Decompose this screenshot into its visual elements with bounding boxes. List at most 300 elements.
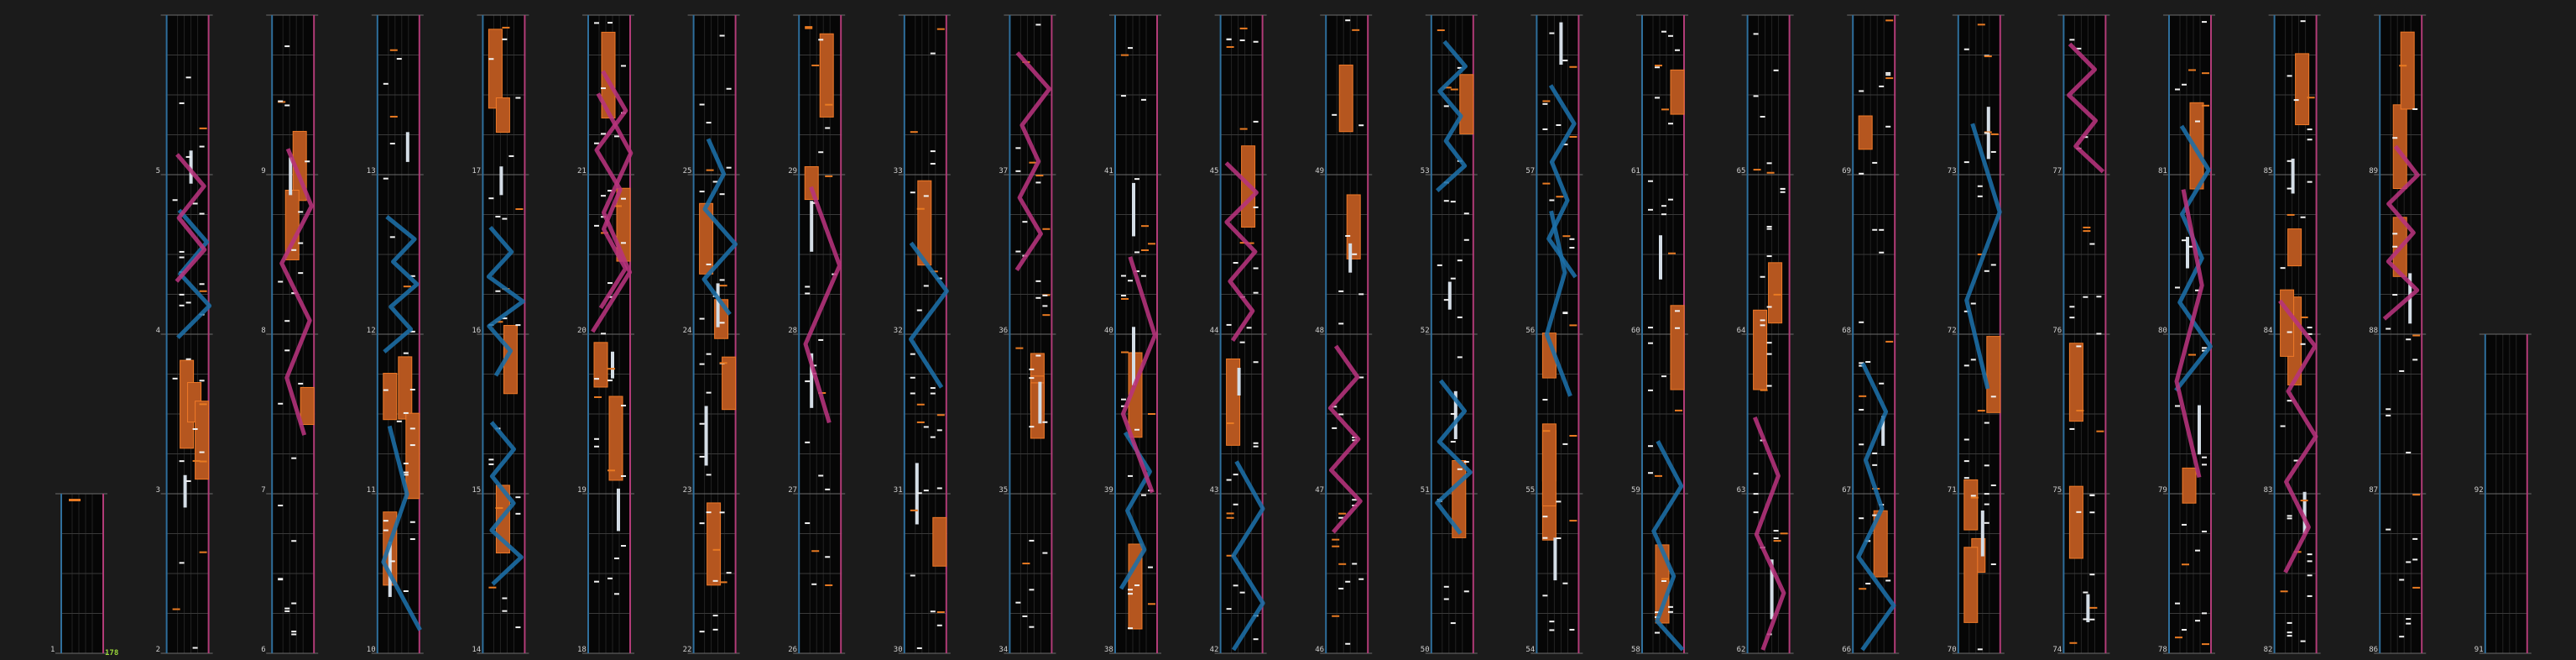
tap-note	[1549, 199, 1554, 201]
measure-number: 73	[1947, 167, 1957, 175]
tap-note	[180, 562, 185, 563]
tap-note	[1444, 598, 1449, 600]
tap-note	[931, 393, 936, 395]
tap-note	[515, 513, 520, 515]
tap-note	[931, 387, 936, 389]
tap-note	[1549, 33, 1554, 34]
measure-number: 16	[472, 327, 482, 335]
tap-note	[1227, 479, 1232, 481]
tap-note	[1978, 196, 1983, 197]
measure-number: 35	[999, 486, 1009, 495]
tap-note	[1991, 485, 1996, 486]
tap-note	[1451, 441, 1456, 443]
tap-note	[1569, 238, 1574, 240]
tap-note	[1971, 495, 1976, 496]
tap-note	[621, 242, 626, 244]
hold-note	[594, 343, 607, 387]
tap-note	[1661, 31, 1666, 33]
tap-note	[707, 264, 712, 265]
tap-note	[2202, 464, 2207, 465]
tap-note	[2392, 233, 2397, 234]
measure-number: 44	[1209, 327, 1219, 335]
measure-number: 55	[1525, 486, 1536, 495]
tap-note	[1345, 19, 1350, 21]
tap-note	[291, 603, 296, 605]
tap-note	[594, 378, 599, 380]
orange-note	[200, 291, 207, 292]
measure-number: 53	[1420, 167, 1430, 175]
tap-note	[173, 199, 178, 201]
hold-note	[2069, 343, 2083, 422]
tap-note	[594, 22, 599, 24]
tap-note	[284, 608, 289, 610]
orange-note	[1332, 615, 1339, 617]
tap-note	[720, 322, 725, 323]
tap-note	[1233, 474, 1238, 475]
measure-number: 28	[788, 327, 798, 335]
measure-number: 87	[2369, 486, 2379, 495]
tap-note	[614, 558, 619, 559]
orange-note	[193, 460, 201, 462]
hold-note	[1030, 383, 1044, 438]
measure-number: 20	[577, 327, 587, 335]
tap-note	[404, 463, 409, 464]
tap-note	[1042, 422, 1047, 423]
tap-note	[1984, 504, 1989, 505]
tap-note	[1358, 124, 1364, 126]
measure-number: 19	[577, 486, 587, 495]
tap-note	[1042, 295, 1047, 296]
tap-note	[1015, 602, 1020, 604]
tap-note	[1254, 121, 1259, 123]
orange-note	[917, 208, 925, 210]
tap-note	[1542, 537, 1547, 539]
tap-note	[1345, 235, 1350, 237]
tap-note	[2406, 618, 2411, 620]
measure-number: 9	[261, 167, 266, 175]
tap-note	[1029, 589, 1034, 590]
tap-note	[1141, 99, 1146, 101]
long-note	[2198, 406, 2201, 455]
tap-note	[193, 428, 198, 430]
long-note	[1981, 511, 1984, 557]
tap-note	[2202, 612, 2207, 614]
orange-note	[2301, 317, 2308, 318]
tap-note	[2307, 574, 2313, 576]
orange-note	[1141, 225, 1149, 227]
tap-note	[713, 629, 718, 631]
tap-note	[1457, 356, 1463, 358]
long-note	[499, 166, 503, 195]
tap-note	[601, 87, 606, 89]
tap-note	[1227, 324, 1232, 326]
tap-note	[1444, 105, 1449, 107]
tap-note	[594, 143, 599, 144]
tap-note	[1562, 60, 1567, 61]
measure-number: 64	[1736, 327, 1746, 335]
orange-note	[2202, 643, 2209, 645]
orange-note	[607, 368, 615, 369]
tap-note	[2301, 641, 2306, 642]
tap-note	[1233, 584, 1238, 586]
tap-note	[404, 353, 409, 354]
tap-note	[1885, 72, 1890, 74]
tap-note	[2412, 108, 2417, 110]
tap-note	[2406, 452, 2411, 453]
tap-note	[515, 97, 520, 99]
tap-note	[2182, 84, 2187, 86]
orange-note	[1978, 24, 1985, 25]
tap-note	[200, 213, 205, 215]
tap-note	[1879, 252, 1884, 254]
tap-note	[390, 143, 395, 144]
measure-number: 91	[2474, 646, 2484, 654]
tap-note	[2089, 244, 2094, 245]
orange-note	[200, 552, 207, 553]
measure-number: 46	[1315, 646, 1325, 654]
tap-note	[614, 135, 619, 137]
tap-note	[2089, 619, 2094, 621]
tap-note	[601, 333, 606, 334]
tap-note	[1885, 579, 1890, 581]
tap-note	[720, 511, 725, 513]
measure-number: 58	[1631, 646, 1640, 654]
tap-note	[2182, 629, 2187, 631]
tap-note	[1464, 461, 1469, 463]
measure-number: 33	[893, 167, 903, 175]
tap-note	[1648, 327, 1653, 328]
orange-note	[2412, 335, 2420, 337]
measure-number: 10	[366, 646, 376, 654]
tap-note	[2202, 347, 2207, 348]
tap-note	[1984, 422, 1989, 424]
orange-note	[917, 422, 925, 423]
tap-note	[291, 540, 296, 542]
tap-note	[1661, 213, 1666, 215]
tap-note	[2406, 561, 2411, 563]
measure-number: 2	[155, 646, 161, 654]
tap-note	[1859, 173, 1864, 175]
orange-note	[1338, 563, 1346, 565]
tap-note	[1134, 429, 1139, 431]
tap-note	[515, 626, 520, 628]
tap-note	[825, 127, 830, 128]
tap-note	[1233, 262, 1238, 264]
tap-note	[700, 191, 705, 192]
long-note	[1659, 235, 1662, 280]
measure-number: 43	[1209, 486, 1219, 495]
tap-note	[720, 34, 725, 36]
tap-note	[2281, 267, 2286, 269]
measure-number: 68	[1842, 327, 1852, 335]
tap-note	[2392, 137, 2397, 139]
measure-number: 63	[1736, 486, 1746, 495]
measure-number: 39	[1104, 486, 1113, 495]
tap-note	[1352, 254, 1357, 255]
measure-number: 61	[1631, 167, 1640, 175]
tap-note	[910, 191, 915, 193]
orange-note	[1437, 29, 1445, 31]
tap-note	[1865, 361, 1870, 363]
tap-note	[488, 197, 493, 199]
orange-note	[720, 362, 727, 364]
tap-note	[2202, 531, 2207, 532]
measure-number: 80	[2158, 327, 2167, 335]
tap-note	[1254, 292, 1259, 294]
measure-number: 14	[472, 646, 482, 654]
orange-note	[2076, 410, 2083, 411]
orange-note	[2083, 227, 2090, 228]
tap-note	[1141, 495, 1146, 496]
tap-note	[397, 421, 402, 422]
orange-note	[1562, 235, 1570, 237]
tap-note	[1542, 399, 1547, 401]
measure-number: 52	[1420, 327, 1430, 335]
orange-note	[825, 584, 832, 586]
tap-note	[818, 474, 823, 476]
tap-note	[621, 475, 626, 477]
tap-note	[383, 83, 388, 85]
tap-note	[1991, 264, 1996, 265]
tap-note	[727, 167, 732, 169]
tap-note	[1254, 267, 1259, 269]
tap-note	[700, 318, 705, 320]
tap-note	[2175, 88, 2180, 90]
hold-note	[1754, 310, 1767, 390]
long-note	[1553, 537, 1557, 580]
hold-note	[1769, 263, 1782, 323]
orange-note	[1767, 172, 1775, 174]
tap-note	[1128, 589, 1133, 590]
tap-note	[910, 392, 915, 394]
measure-number: 1	[50, 646, 55, 654]
orange-note	[1227, 46, 1234, 48]
tap-note	[924, 285, 929, 286]
tap-note	[1128, 280, 1133, 281]
orange-note	[805, 26, 812, 28]
long-note	[1448, 282, 1452, 310]
orange-note	[1542, 100, 1550, 102]
tap-note	[607, 282, 613, 284]
tap-note	[1444, 200, 1449, 202]
tap-note	[1754, 95, 1759, 97]
long-note	[2186, 237, 2189, 268]
orange-note	[1141, 249, 1149, 251]
tap-note	[390, 560, 395, 562]
tap-note	[1767, 226, 1772, 228]
measure-number: 60	[1631, 327, 1640, 335]
tap-note	[298, 383, 303, 385]
tap-note	[180, 251, 185, 253]
orange-note	[2287, 214, 2295, 216]
tap-note	[2301, 217, 2306, 218]
long-note	[1238, 368, 1241, 395]
tap-note	[2076, 511, 2081, 513]
tap-note	[1859, 409, 1864, 411]
tap-note	[383, 178, 388, 180]
tap-note	[2069, 306, 2074, 307]
tap-note	[1648, 472, 1653, 474]
measure-number: 59	[1631, 486, 1640, 495]
tap-note	[1767, 342, 1772, 343]
tap-note	[1964, 438, 1969, 440]
orange-note	[707, 170, 714, 171]
hold-note	[722, 357, 736, 410]
tap-note	[1879, 86, 1884, 87]
tap-note	[404, 472, 409, 474]
tap-note	[1767, 162, 1772, 164]
hold-note	[933, 517, 946, 566]
tap-note	[1760, 116, 1765, 118]
hold-note	[1542, 424, 1556, 506]
orange-note	[720, 581, 727, 583]
orange-note	[1556, 196, 1563, 197]
tap-note	[1781, 188, 1786, 190]
tap-note	[383, 520, 388, 521]
orange-note	[1781, 532, 1788, 534]
tap-note	[621, 65, 626, 66]
tap-note	[410, 538, 415, 540]
orange-note	[811, 65, 819, 66]
orange-note	[2307, 97, 2315, 98]
long-note	[1559, 23, 1562, 65]
tap-note	[924, 195, 929, 196]
orange-note	[910, 131, 918, 133]
tap-note	[1227, 608, 1232, 610]
tap-note	[502, 597, 507, 599]
tap-note	[291, 633, 296, 635]
tap-note	[1754, 511, 1759, 513]
tap-note	[2089, 495, 2094, 496]
orange-note	[1661, 108, 1669, 110]
measure-number: 81	[2158, 167, 2167, 175]
tap-note	[1675, 50, 1680, 51]
tap-note	[2386, 328, 2391, 330]
tap-note	[931, 163, 936, 165]
tap-note	[1668, 35, 1673, 37]
tap-note	[700, 423, 705, 425]
tap-note	[1134, 178, 1139, 180]
tap-note	[2089, 511, 2094, 513]
tap-note	[1233, 504, 1238, 505]
tap-note	[727, 88, 732, 90]
tap-note	[2307, 327, 2313, 328]
measure-number: 57	[1525, 167, 1536, 175]
tap-note	[1661, 205, 1666, 207]
tap-note	[488, 458, 493, 460]
orange-note	[2412, 587, 2420, 589]
tap-note	[1444, 299, 1449, 301]
tap-note	[2287, 188, 2292, 190]
orange-note	[1569, 324, 1577, 326]
tap-note	[1661, 580, 1666, 582]
tap-note	[1675, 310, 1680, 312]
tap-note	[1022, 221, 1027, 223]
long-note	[2086, 595, 2089, 622]
tap-note	[1457, 317, 1463, 318]
measure-number: 3	[155, 486, 161, 495]
orange-note	[2089, 607, 2097, 609]
tap-note	[1781, 191, 1786, 193]
orange-note	[1148, 603, 1155, 605]
orange-note	[1984, 55, 1992, 57]
tap-note	[700, 522, 705, 524]
tap-note	[1964, 161, 1969, 163]
tap-note	[200, 283, 205, 285]
tap-note	[1121, 399, 1126, 401]
hold-note	[406, 413, 420, 499]
tap-note	[186, 301, 191, 303]
tap-note	[1437, 265, 1442, 266]
measure-number: 69	[1842, 167, 1852, 175]
tap-note	[917, 492, 922, 494]
tap-note	[1760, 319, 1765, 321]
tap-note	[2182, 239, 2187, 241]
tap-note	[1655, 66, 1660, 68]
measure-number: 89	[2369, 167, 2379, 175]
orange-note	[515, 208, 523, 210]
tap-note	[2175, 603, 2180, 605]
orange-note	[1661, 578, 1669, 579]
orange-note	[825, 104, 832, 106]
long-note	[1132, 327, 1135, 385]
tap-note	[488, 464, 493, 465]
tap-note	[700, 364, 705, 365]
measure-number: 13	[366, 167, 376, 175]
tap-note	[2399, 636, 2404, 637]
tap-note	[2089, 574, 2094, 575]
tap-note	[1464, 239, 1469, 241]
measure-number: 74	[2052, 646, 2062, 654]
orange-note	[1240, 28, 1248, 29]
measure-number: 17	[472, 167, 482, 175]
tap-note	[284, 320, 289, 322]
hold-note	[2069, 486, 2083, 558]
tap-note	[1991, 151, 1996, 153]
tap-note	[910, 377, 915, 379]
tap-note	[2399, 370, 2404, 372]
tap-note	[707, 122, 712, 123]
tap-note	[2182, 524, 2187, 526]
tap-note	[924, 426, 929, 427]
tap-note	[1254, 41, 1259, 43]
orange-note	[404, 285, 411, 287]
orange-note	[2188, 69, 2196, 71]
tap-note	[1885, 74, 1890, 76]
tap-note	[607, 22, 613, 24]
measure-number: 65	[1736, 167, 1746, 175]
tap-note	[1121, 275, 1126, 276]
measure-number: 4	[155, 327, 161, 335]
orange-note	[1121, 55, 1129, 56]
long-note	[810, 201, 813, 252]
orange-note	[1859, 395, 1866, 397]
tap-note	[1767, 306, 1772, 308]
orange-note	[1542, 183, 1550, 185]
tap-note	[1128, 47, 1133, 49]
tap-note	[1754, 473, 1759, 474]
tap-note	[1754, 33, 1759, 34]
orange-note	[1148, 243, 1155, 244]
tap-note	[1254, 207, 1259, 208]
tap-note	[1464, 212, 1469, 214]
tap-note	[180, 102, 185, 104]
measure-number: 62	[1736, 646, 1746, 654]
orange-note	[2175, 636, 2182, 638]
tap-note	[1029, 426, 1034, 427]
tap-note	[278, 101, 283, 102]
tap-note	[2195, 121, 2200, 123]
